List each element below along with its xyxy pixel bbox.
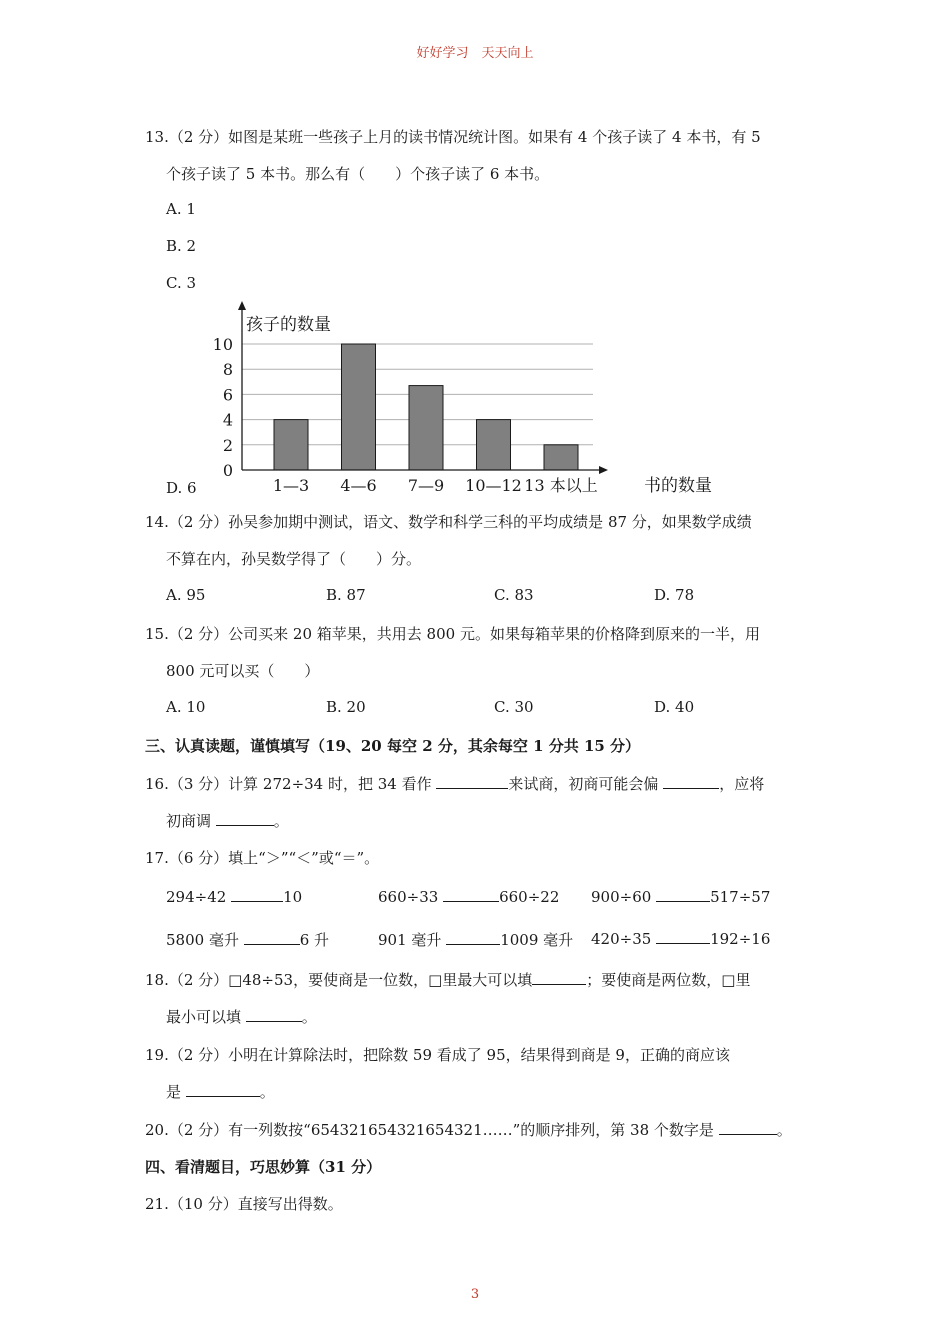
q17-item-left: 660÷33 [378,888,439,906]
chart-bars [274,344,578,470]
q17-item [591,887,770,906]
q17-item [166,887,302,906]
bar [477,420,511,470]
chart-labels [213,335,598,495]
page-header: 好好学习 天天向上 [416,46,534,61]
q13-option-b: B. 2 [166,237,197,255]
bar-chart [205,298,725,498]
q17-blank[interactable] [244,930,300,945]
q17-item [378,929,573,950]
x-tick-label: 1—3 [272,476,310,495]
y-tick-label: 0 [222,461,233,480]
q14-line2: 不算在内，孙吴数学得了（ ）分。 [166,550,422,568]
bar [409,386,443,470]
x-tick-label: 10—12 [465,476,522,495]
q13-line2: 个孩子读了 5 本书。那么有（ ）个孩子读了 6 本书。 [166,165,550,183]
q14-option-b: B. 87 [326,586,366,604]
q14-option-d: D. 78 [654,586,695,604]
q15-option-a: A. 10 [166,698,206,716]
q19-line1: 19.（2 分）小明在计算除法时，把除数 59 看成了 95，结果得到商是 9，正确的商应该 [145,1046,730,1064]
y-tick-label: 2 [222,435,233,455]
y-tick-label: 10 [212,335,233,354]
q15-option-c: C. 30 [494,698,534,716]
q16-text-4: 初商调 [166,812,212,830]
q14-option-a: A. 95 [166,586,206,604]
q17-item-left: 900÷60 [591,888,652,906]
q17-item-left: 420÷35 [591,930,652,948]
q16-line1 [145,773,764,794]
x-tick-label: 7—9 [407,476,445,495]
q20-text: 20.（2 分）有一列数按“654321654321654321……”的顺序排列，第 38 个数字是 [145,1121,714,1139]
q17-item-left: 294÷42 [166,888,227,906]
q17-item-right: 10 [283,888,303,906]
q21-line1: 21.（10 分）直接写出得数。 [145,1195,343,1213]
q17-blank[interactable] [656,887,710,902]
section-4-heading: 四、看清题目，巧思妙算（31 分） [145,1158,382,1176]
q17-item [166,929,329,950]
q17-blank[interactable] [231,887,283,902]
q19-line2 [166,1081,275,1102]
q16-text-3: ，应将 [719,775,765,793]
q17-item-left: 901 毫升 [378,931,442,949]
q18-blank-1[interactable] [532,970,586,985]
q18-line1 [145,969,750,990]
q16-text-2: 来试商，初商可能会偏 [508,775,659,793]
x-tick-label: 13 本以上 [524,476,598,495]
q18-end: 。 [301,1008,317,1026]
q18-text-2: ；要使商是两位数，□里 [586,971,751,989]
y-tick-label: 8 [222,360,233,380]
q17-item-right: 517÷57 [710,888,771,906]
q16-blank-3[interactable] [216,811,274,826]
q17-blank[interactable] [656,929,710,944]
q13-line1: 13.（2 分）如图是某班一些孩子上月的读书情况统计图。如果有 4 个孩子读了 4 本书，有 5 [145,128,761,146]
q16-end: 。 [273,812,289,830]
q13-option-c: C. 3 [166,274,197,292]
q17-item-right: 6 升 [299,931,330,949]
q17-item-left: 5800 毫升 [166,931,239,949]
q15-option-d: D. 40 [654,698,695,716]
q14-line1: 14.（2 分）孙吴参加期中测试，语文、数学和科学三科的平均成绩是 87 分，如果数学成绩 [145,513,752,531]
y-tick-label: 6 [222,385,233,405]
q17-item [378,887,559,906]
q19-blank[interactable] [186,1082,260,1097]
q17-title: 17.（6 分）填上“＞”“＜”或“＝”。 [145,849,380,867]
page-number: 3 [470,1287,480,1302]
y-tick-label: 4 [222,410,233,430]
section-3-heading: 三、认真读题，谨慎填写（19、20 每空 2 分，其余每空 1 分共 15 分） [145,737,641,755]
q18-blank-2[interactable] [246,1007,302,1022]
q13-option-d: D. 6 [166,479,197,497]
bar [274,420,308,470]
q15-line1: 15.（2 分）公司买来 20 箱苹果，共用去 800 元。如果每箱苹果的价格降到原来的一半，用 [145,625,760,643]
q15-line2: 800 元可以买（ ） [166,662,320,680]
q19-text-2: 是 [166,1083,182,1101]
x-axis-label: 书的数量 [644,476,712,496]
q17-blank[interactable] [446,930,500,945]
q17-item-right: 192÷16 [710,930,771,948]
q20-blank[interactable] [719,1120,777,1135]
q16-text-1: 16.（3 分）计算 272÷34 时，把 34 看作 [145,775,432,793]
q16-blank-1[interactable] [436,774,508,789]
q16-line2 [166,810,289,831]
q17-item-right: 660÷22 [499,888,560,906]
q18-text-1: 18.（2 分）□48÷53，要使商是一位数，□里最大可以填 [145,971,533,989]
x-tick-label: 4—6 [340,476,377,495]
bar [544,445,578,470]
q18-line2 [166,1006,317,1027]
q16-blank-2[interactable] [663,774,719,789]
q13-option-a: A. 1 [166,200,196,218]
q19-end: 。 [259,1083,275,1101]
q17-item [591,929,770,948]
q18-text-3: 最小可以填 [166,1008,242,1026]
y-axis-label: 孩子的数量 [246,315,331,335]
q20-line1 [145,1119,792,1140]
bar [342,344,376,470]
q20-end: 。 [776,1121,792,1139]
q15-option-b: B. 20 [326,698,366,716]
q17-item-right: 1009 毫升 [500,931,574,949]
y-axis-arrow [238,301,246,310]
q17-blank[interactable] [443,887,499,902]
x-axis-arrow [599,466,608,474]
q14-option-c: C. 83 [494,586,534,604]
